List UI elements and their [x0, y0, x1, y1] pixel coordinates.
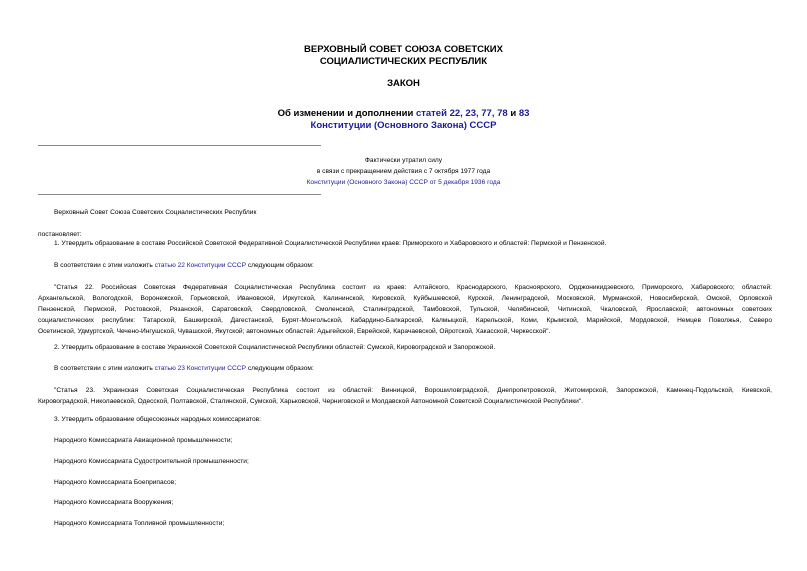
- art23-line2: Кировоградской, Николаевской, Одесской, Полтавской, Сталинской, Сумской, Харьковской, Черниговской и Молдавской Автономной Советской Социалистической Республики".: [38, 398, 583, 405]
- paragraph-3: 2. Утвердить образование в составе Украинской Советской Социалистической Республики областей: Сумской, Кировоградской и Запорожской.: [54, 344, 496, 351]
- commissariat-item-2: Народного Комиссариата Судостроительной промышленности;: [54, 458, 249, 465]
- art22-line5: Осетинской, Удмуртской, Чечено-Ингушской, Чувашской, Якутской; автономных областей: Адыгейской, Еврейской, Карачаевской, Ойротской, Хакасской, Черкесской".: [38, 328, 551, 335]
- article-83-link[interactable]: 83: [518, 108, 530, 119]
- status-line1: Фактически утратил силу: [364, 157, 443, 164]
- paragraph-4: [54, 363, 314, 374]
- commissariat-item-4: Народного Комиссариата Вооружения;: [54, 499, 174, 506]
- p2-suffix: следующим образом:: [245, 262, 314, 269]
- article-22-link[interactable]: статью 22 Конституции СССР: [154, 262, 246, 269]
- art22-line3: Пензенской, Пермской, Ростовской, Рязанской, Саратовской, Свердловской, Смоленской, Сталинградской, Тамбовской, Тульской, Челябинской, Читинской, Чкаловской, Ярославской; автономных советских: [38, 306, 772, 313]
- subject-and: и: [507, 108, 519, 119]
- subject-line2: [0, 120, 807, 132]
- paragraph-2: [54, 260, 314, 271]
- article-22-text: [38, 282, 772, 337]
- constitution-1936-link[interactable]: Конституции (Основного Закона) СССР от 5 декабря 1936 года: [306, 179, 501, 186]
- divider-top: [38, 145, 321, 146]
- art22-line2: Архангельской, Вологодской, Воронежской, Горьковской, Ивановской, Иркутской, Калининской, Кировской, Куйбышевской, Курской, Ленинградской, Московской, Мурманской, Новосибирской, Омской, Орловской: [38, 295, 772, 302]
- document-subject: [0, 108, 807, 132]
- p2-prefix: В соответствии с этим изложить: [54, 262, 155, 269]
- issuer-title-line2: СОЦИАЛИСТИЧЕСКИХ РЕСПУБЛИК: [319, 56, 488, 67]
- articles-link[interactable]: статей 22, 23, 77, 78: [415, 108, 508, 119]
- issuer-line: Верховный Совет Союза Советских Социалистических Республик: [54, 209, 257, 216]
- commissariat-item-5: Народного Комиссариата Топливной промышленности;: [54, 520, 225, 527]
- subject-prefix: Об изменении и дополнении: [277, 108, 416, 119]
- decrees-line: постановляет:: [38, 231, 82, 238]
- paragraph-1: 1. Утвердить образование в составе Российской Советской Федеративной Социалистической Республики краев: Приморского и Хабаровского и областей: Пермской и Пензенской.: [54, 240, 607, 247]
- article-23-text: [38, 385, 772, 407]
- p4-suffix: следующим образом:: [245, 365, 314, 372]
- p4-prefix: В соответствии с этим изложить: [54, 365, 155, 372]
- art22-line1: "Статья 22. Российская Советская Федеративная Социалистическая Республика состоит из краев: Алтайского, Краснодарского, Красноярского, Орджоникидзевского, Приморского, Хабаровского; областей:: [54, 284, 772, 291]
- issuer-title: [0, 44, 807, 68]
- status-note: [0, 155, 807, 188]
- commissariat-item-3: Народного Комиссариата Боеприпасов;: [54, 479, 177, 486]
- art23-line1: "Статья 23. Украинская Советская Социалистическая Республика состоит из областей: Винницкой, Ворошиловградской, Днепропетровской, Житомирской, Запорожской, Каменец-Подольской, Киевской,: [54, 387, 772, 394]
- art22-line4: социалистических республик: Татарской, Башкирской, Дагестанской, Бурят-Монгольской, Кабардино-Балкарской, Калмыцкой, Карельской, Коми, Крымской, Марийской, Мордовской, Немцев Поволжья, Северо: [38, 317, 772, 324]
- article-23-link[interactable]: статью 23 Конституции СССР: [154, 365, 246, 372]
- constitution-link[interactable]: Конституции (Основного Закона) СССР: [310, 120, 497, 131]
- document-type: ЗАКОН: [387, 78, 420, 89]
- divider-bottom: [38, 194, 321, 195]
- issuer-title-line1: ВЕРХОВНЫЙ СОВЕТ СОЮЗА СОВЕТСКИХ: [304, 44, 503, 55]
- subject-line1: [0, 108, 807, 120]
- status-line2: в связи с прекращением действия с 7 октября 1977 года: [316, 168, 491, 175]
- commissariat-item-1: Народного Комиссариата Авиационной промышленности;: [54, 437, 233, 444]
- paragraph-5: 3. Утвердить образование общесоюзных народных комиссариатов:: [54, 416, 261, 423]
